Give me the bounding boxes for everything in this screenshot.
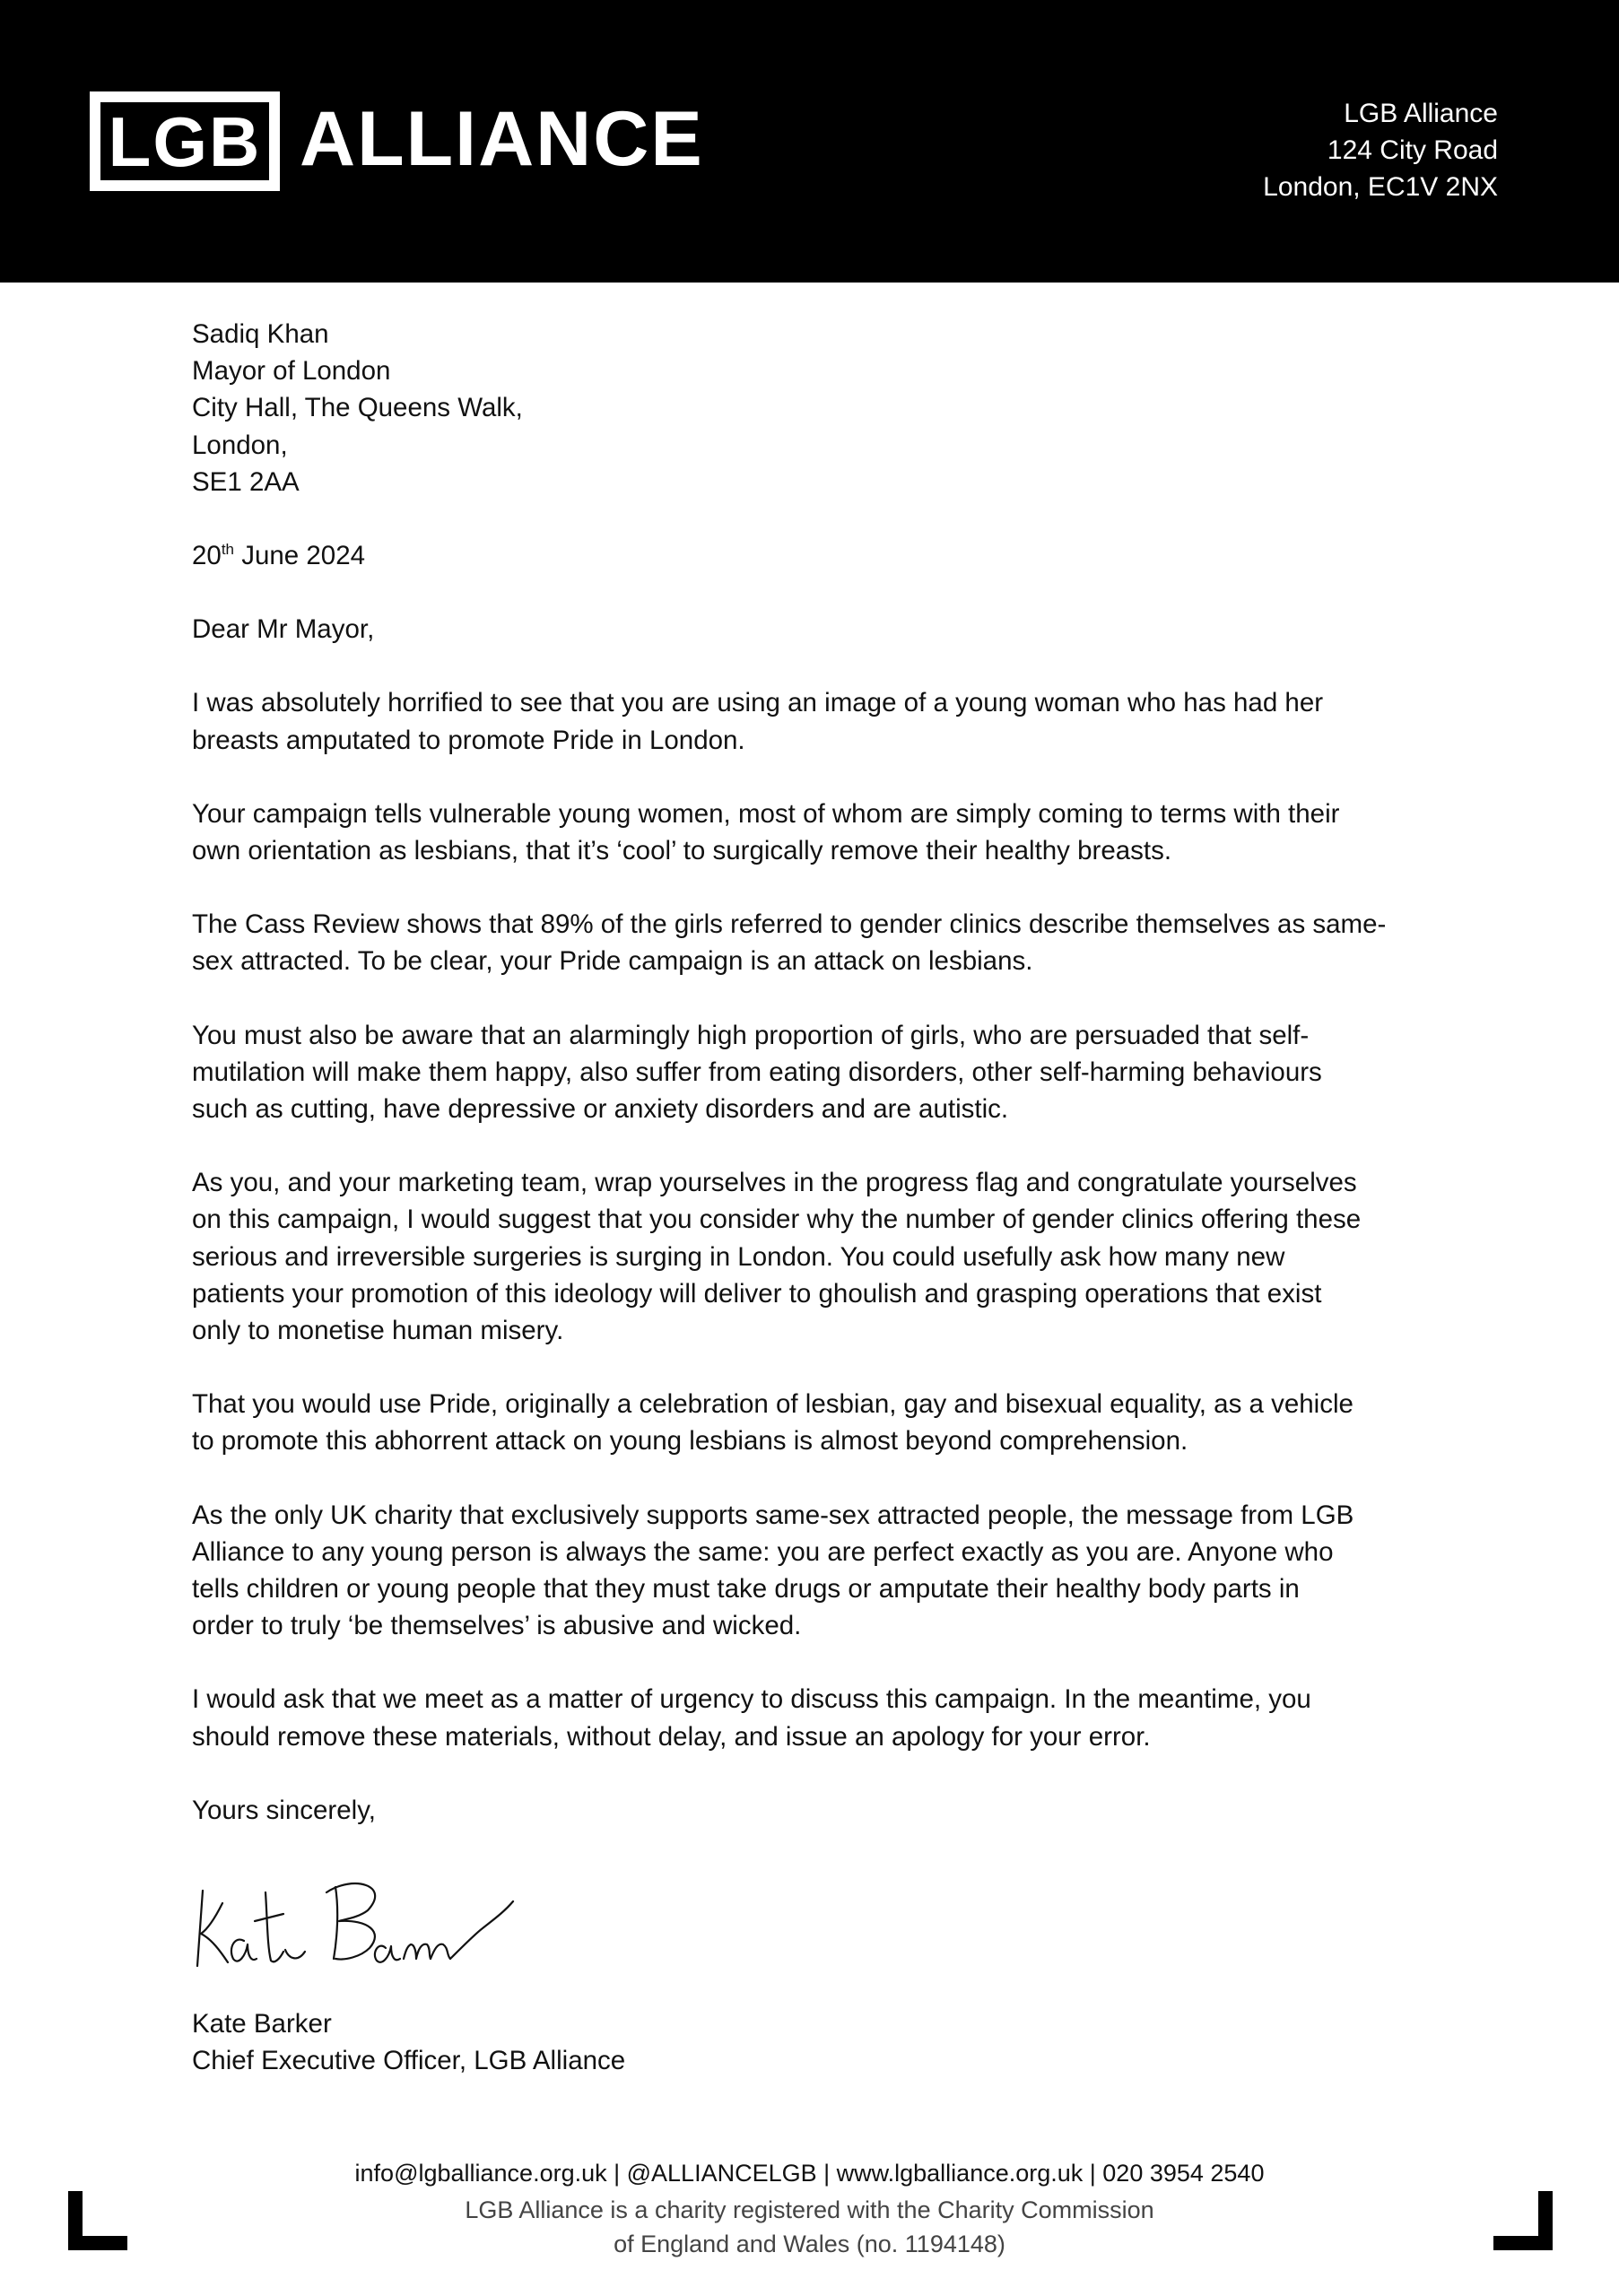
body-paragraph [192,1497,1448,1645]
handwritten-signature [192,1866,524,1973]
closing: Yours sincerely, [192,1795,376,1825]
footer-charity-note [0,2193,1619,2261]
recipient-line: Mayor of London [192,356,391,387]
body-paragraph [192,684,1448,758]
paragraph-line: The Cass Review shows that 89% of the girls referred to gender clinics describe themselves as same- [192,909,1387,940]
recipient-line: Sadiq Khan [192,319,329,349]
body-paragraph [192,906,1448,979]
paragraph-line: patients your promotion of this ideology will deliver to ghoulish and grasping operations that exist [192,1278,1322,1309]
letterhead-banner [0,0,1619,283]
paragraph-line: As the only UK charity that exclusively supports same-sex attracted people, the message from LGB [192,1500,1354,1530]
paragraph-line: That you would use Pride, originally a celebration of lesbian, gay and bisexual equality, as a vehicle [192,1389,1354,1420]
salutation: Dear Mr Mayor, [192,614,375,645]
paragraph-line: You must also be aware that an alarmingly high proportion of girls, who are persuaded that self- [192,1020,1310,1050]
date-rest: June 2024 [234,541,366,571]
logo-mark-text: LGB [108,101,262,181]
logo-mark-box [90,91,280,191]
paragraph-line: I would ask that we meet as a matter of urgency to discuss this campaign. In the meantime, you [192,1684,1311,1715]
paragraph-line: such as cutting, have depressive or anxiety disorders and are autistic. [192,1094,1009,1125]
paragraph-line: I was absolutely horrified to see that you are using an image of a young woman who has had her [192,688,1324,718]
body-paragraph [192,796,1448,869]
paragraph-line: on this campaign, I would suggest that you consider why the number of gender clinics offering these [192,1205,1362,1235]
paragraph-line: Your campaign tells vulnerable young women, most of whom are simply coming to terms with their [192,798,1340,829]
recipient-line: SE1 2AA [192,466,300,497]
sender-address-line: LGB Alliance [1344,99,1498,128]
charity-note-line: LGB Alliance is a charity registered with the Charity Commission [465,2196,1154,2223]
paragraph-line: As you, and your marketing team, wrap yourselves in the progress flag and congratulate yourselves [192,1168,1357,1198]
paragraph-line: own orientation as lesbians, that it’s ‘cool’ to surgically remove their healthy breasts. [192,836,1172,866]
body-paragraph [192,1386,1448,1459]
paragraph-line: should remove these materials, without delay, and issue an apology for your error. [192,1721,1151,1752]
recipient-address [192,316,1448,500]
paragraph-line: sex attracted. To be clear, your Pride campaign is an attack on lesbians. [192,946,1033,977]
corner-mark-left-horizontal [68,2236,127,2250]
recipient-line: City Hall, The Queens Walk, [192,393,523,423]
corner-mark-right-horizontal [1493,2236,1553,2250]
sender-address [1263,95,1498,205]
paragraph-line: mutilation will make them happy, also suffer from eating disorders, other self-harming behaviours [192,1057,1322,1087]
signer-block [192,2005,625,2079]
paragraph-line: only to monetise human misery. [192,1316,564,1346]
paragraph-line: order to truly ‘be themselves’ is abusive and wicked. [192,1611,802,1641]
date-suffix: th [221,541,235,559]
paragraph-line: breasts amputated to promote Pride in London. [192,725,745,755]
paragraph-line: tells children or young people that they must take drugs or amputate their healthy body parts in [192,1574,1300,1605]
charity-note-line: of England and Wales (no. 1194148) [614,2231,1005,2257]
body-paragraph [192,1164,1448,1349]
letter-date [192,537,1448,574]
signer-name: Kate Barker [192,2009,332,2039]
date-day: 20 [192,541,222,571]
signer-title: Chief Executive Officer, LGB Alliance [192,2046,626,2076]
recipient-line: London, [192,430,288,460]
paragraph-line: serious and irreversible surgeries is surging in London. You could usefully ask how many new [192,1241,1285,1272]
paragraph-line: to promote this abhorrent attack on young lesbians is almost beyond comprehension. [192,1426,1188,1457]
body-paragraph [192,1017,1448,1128]
body-paragraph [192,1681,1448,1754]
logo-wordmark: ALLIANCE [300,96,704,182]
letter-body [192,316,1448,1829]
sender-address-line: 124 City Road [1327,135,1498,165]
footer-contact-line: info@lgballiance.org.uk | @ALLIANCELGB | www.lgballiance.org.uk | 020 3954 2540 [354,2160,1265,2187]
paragraph-line: Alliance to any young person is always the same: you are perfect exactly as you are. Anyone who [192,1536,1334,1567]
sender-address-line: London, EC1V 2NX [1263,172,1498,202]
